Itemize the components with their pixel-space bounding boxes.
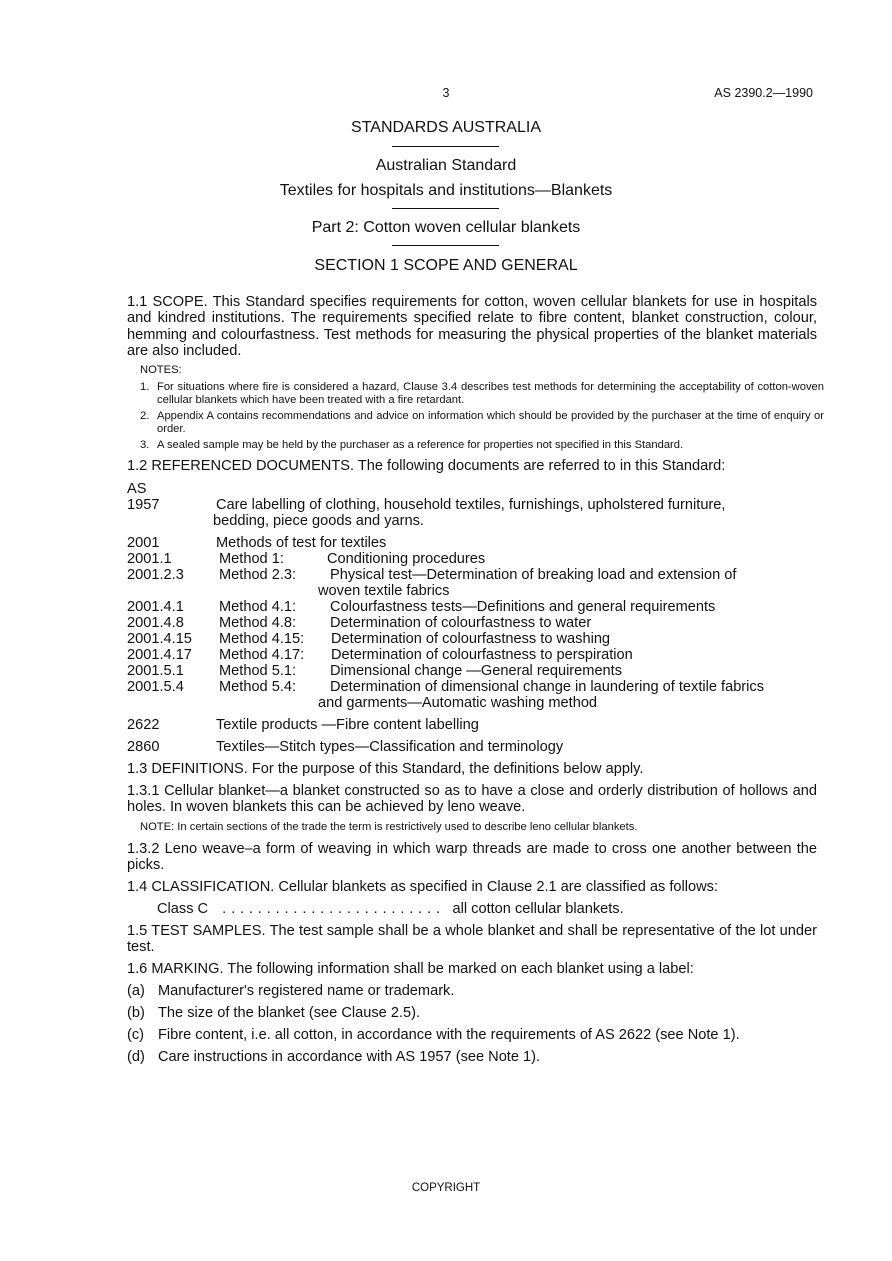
- reference-entry: [127, 497, 817, 529]
- part-title: Part 2: Cotton woven cellular blankets: [311, 219, 581, 236]
- reference-code: 2001: [127, 535, 160, 551]
- reference-method: [127, 631, 817, 647]
- reference-method: [127, 551, 817, 567]
- reference-code: 2001.4.15: [127, 631, 192, 647]
- definition-cellular-blanket: 1.3.1 Cellular blanket—a blanket constructed so as to have a close and orderly distribution of hollows and holes. In woven blankets this can be achieved by leno weave.: [127, 783, 817, 816]
- method-label: Method 2.3:: [219, 567, 297, 583]
- definition-leno-weave: 1.3.2 Leno weave–a form of weaving in which warp threads are made to cross one another between the picks.: [127, 841, 817, 874]
- document-title: Textiles for hospitals and institutions—Blankets: [279, 182, 613, 199]
- reference-method: [127, 647, 817, 663]
- copyright-footer: COPYRIGHT: [411, 1182, 481, 1194]
- page-number: 3: [442, 86, 450, 100]
- reference-code: 2001.5.4: [127, 679, 184, 695]
- section-heading: SECTION 1 SCOPE AND GENERAL: [314, 257, 578, 274]
- note-item: [140, 439, 824, 452]
- references-prefix: AS: [127, 481, 147, 497]
- class-entry: [157, 901, 624, 917]
- method-title: Conditioning procedures: [327, 551, 486, 567]
- reference-entry: [127, 717, 817, 733]
- reference-code: 2001.4.1: [127, 599, 184, 615]
- method-title: Dimensional change —General requirements: [330, 663, 623, 679]
- scope-paragraph: 1.1 SCOPE. This Standard specifies requirements for cotton, woven cellular blankets for use in hospitals and kindred institutions. The requirements specified relate to fibre content, blanket construction, colour, hemming and colourfastness. Test methods for measuring the physical properties of the blanket materials are also included.: [127, 294, 817, 359]
- method-label: Method 5.4:: [219, 679, 297, 695]
- reference-title: Textile products —Fibre content labelling: [216, 717, 479, 733]
- definitions-heading: 1.3 DEFINITIONS. For the purpose of this Standard, the definitions below apply.: [127, 761, 644, 777]
- title-rule: [392, 146, 499, 147]
- note-text: A sealed sample may be held by the purchaser as a reference for properties not specified in this Standard.: [157, 439, 684, 451]
- standard-type: Australian Standard: [375, 157, 517, 174]
- list-text: Fibre content, i.e. all cotton, in accordance with the requirements of AS 2622 (see Note 1).: [158, 1027, 740, 1043]
- reference-code: 2622: [127, 717, 160, 733]
- leader-dots: . . . . . . . . . . . . . . . . . . . . . . . . .: [222, 901, 441, 917]
- class-description: all cotton cellular blankets.: [452, 901, 624, 917]
- method-title: Colourfastness tests—Definitions and general requirements: [330, 599, 716, 615]
- reference-code: 1957: [127, 497, 160, 513]
- list-text: The size of the blanket (see Clause 2.5).: [158, 1005, 421, 1021]
- note-number: 1.: [140, 381, 150, 393]
- list-label: (c): [127, 1027, 145, 1043]
- note-item: [140, 381, 824, 406]
- class-label: Class C: [157, 901, 209, 917]
- reference-code: 2001.1: [127, 551, 172, 567]
- reference-method: [127, 679, 817, 711]
- method-label: Method 5.1:: [219, 663, 297, 679]
- reference-code: 2001.4.17: [127, 647, 192, 663]
- method-label: Method 1:: [219, 551, 284, 567]
- note-text: Appendix A contains recommendations and advice on information which should be provided by the purchaser at the time of enquiry or order.: [157, 410, 824, 435]
- reference-method: [127, 663, 817, 679]
- reference-code: 2001.5.1: [127, 663, 184, 679]
- reference-code: 2860: [127, 739, 160, 755]
- method-title-cont: and garments—Automatic washing method: [318, 695, 598, 711]
- note-text: For situations where fire is considered a hazard, Clause 3.4 describes test methods for determining the acceptability of cotton-woven cellular blankets which have been treated with a fire retardant.: [157, 381, 824, 406]
- reference-entry: [127, 739, 817, 755]
- reference-method: [127, 615, 817, 631]
- title-rule: [392, 208, 499, 209]
- reference-method: [127, 599, 817, 615]
- organization-name: STANDARDS AUSTRALIA: [351, 119, 541, 136]
- method-label: Method 4.1:: [219, 599, 297, 615]
- method-title-cont: woven textile fabrics: [318, 583, 450, 599]
- classification-heading: 1.4 CLASSIFICATION. Cellular blankets as specified in Clause 2.1 are classified as follows:: [127, 879, 719, 895]
- reference-method: [127, 567, 817, 599]
- reference-code: 2001.4.8: [127, 615, 184, 631]
- method-label: Method 4.8:: [219, 615, 297, 631]
- references-heading: 1.2 REFERENCED DOCUMENTS. The following documents are referred to in this Standard:: [127, 458, 726, 474]
- note-number: 2.: [140, 410, 150, 422]
- list-label: (d): [127, 1049, 145, 1065]
- reference-title: Textiles—Stitch types—Classification and terminology: [216, 739, 564, 755]
- list-label: (b): [127, 1005, 145, 1021]
- reference-title: Care labelling of clothing, household textiles, furnishings, upholstered furniture,: [216, 497, 726, 513]
- method-title: Determination of colourfastness to washing: [331, 631, 611, 647]
- reference-code: 2001.2.3: [127, 567, 184, 583]
- reference-title-cont: bedding, piece goods and yarns.: [213, 513, 424, 529]
- reference-title: Methods of test for textiles: [216, 535, 387, 551]
- note-item: [140, 410, 824, 435]
- method-title: Physical test—Determination of breaking load and extension of: [330, 567, 737, 583]
- method-label: Method 4.17:: [219, 647, 305, 663]
- test-samples-paragraph: 1.5 TEST SAMPLES. The test sample shall be a whole blanket and shall be representative of the lot under test.: [127, 923, 817, 956]
- document-id: AS 2390.2—1990: [714, 86, 813, 100]
- method-title: Determination of colourfastness to water: [330, 615, 592, 631]
- method-title: Determination of colourfastness to perspiration: [331, 647, 633, 663]
- method-title: Determination of dimensional change in laundering of textile fabrics: [330, 679, 765, 695]
- note-number: 3.: [140, 439, 150, 451]
- list-text: Manufacturer's registered name or trademark.: [158, 983, 455, 999]
- method-label: Method 4.15:: [219, 631, 305, 647]
- definition-note: NOTE: In certain sections of the trade the term is restrictively used to describe leno cellular blankets.: [140, 821, 638, 833]
- list-text: Care instructions in accordance with AS 1957 (see Note 1).: [158, 1049, 541, 1065]
- reference-entry: [127, 535, 817, 551]
- list-label: (a): [127, 983, 145, 999]
- notes-heading: NOTES:: [140, 364, 182, 376]
- title-rule: [392, 245, 499, 246]
- marking-heading: 1.6 MARKING. The following information shall be marked on each blanket using a label:: [127, 961, 694, 977]
